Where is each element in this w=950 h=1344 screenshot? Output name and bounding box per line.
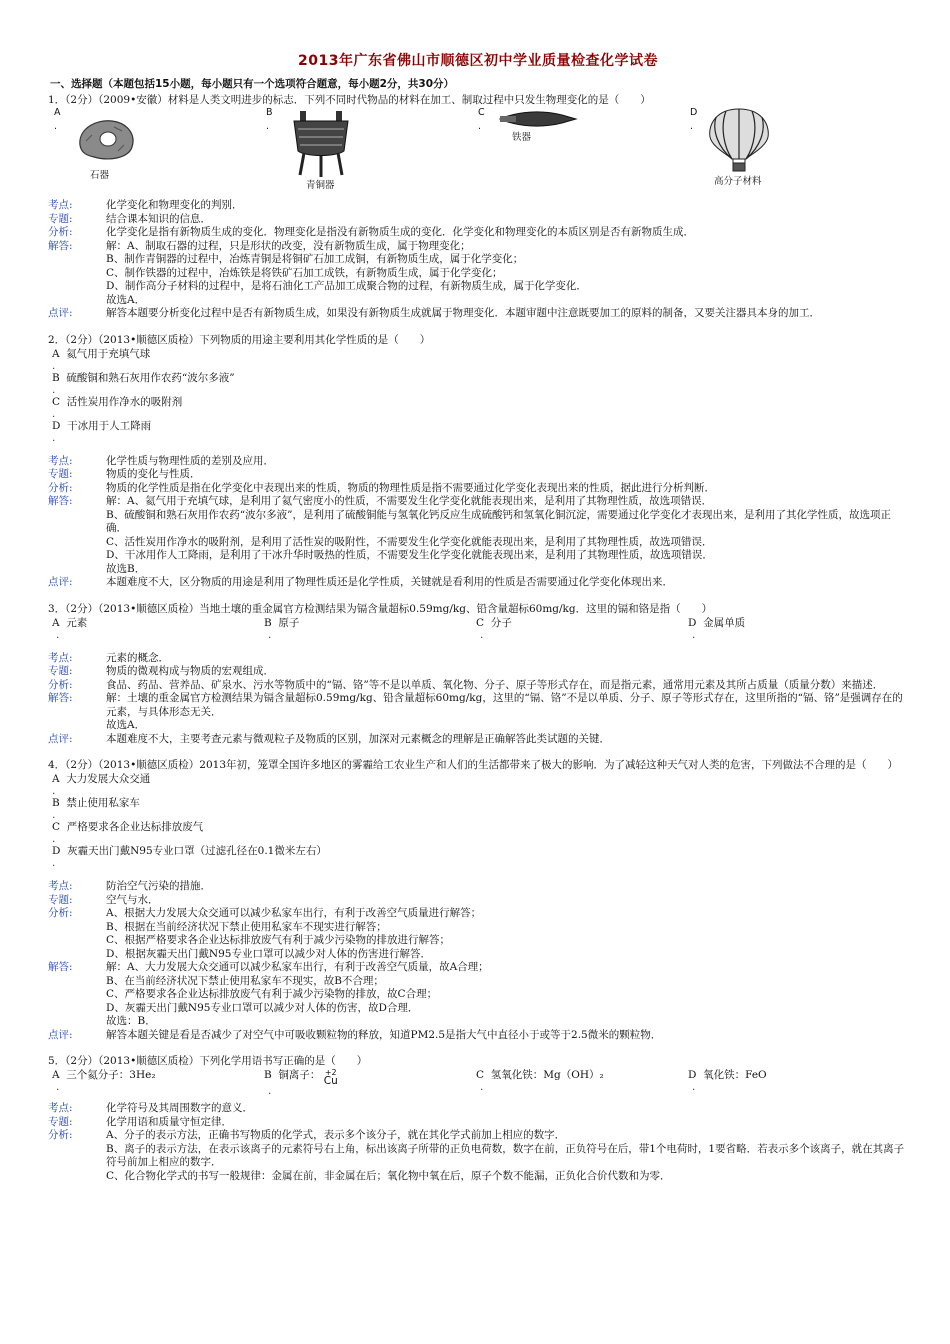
option-pictures: A . 石器 B . 青铜器 C . 铁器 D . 高分子材料 [48,107,908,187]
page-title: 2013年广东省佛山市顺德区初中学业质量检查化学试卷 [298,53,658,69]
question-stem: 2．（2分）（2013•顺德区质检）下列物质的用途主要利用其化学性质的是（ ） [48,333,431,346]
option-letter: D [690,107,698,118]
options: A 三个氦分子：3He₂ . B 铜离子： +2 Cu . C 氢氧化铁：Mg（OH）₂ . D 氧化铁：FeO . [52,1068,767,1097]
option-letter: C [478,107,485,118]
question-2: 2．（2分）（2013•顺德区质检）下列物质的用途主要利用其化学性质的是（ ） A 氦气用于充填气球 . B 硫酸铜和熟石灰用作农药“波尔多液” . C 活性炭用作净水的吸附剂 . D 干冰用于人工降雨 . 考点: 化学性质与物理性质的差别及应用． 专题: 物质的变化与性质． 分析: 物质的化学性质是指在化学变化中表现出来的性质，物质的物理性质是指不需要通过化学变化表现出来的性质，据此进行分析判断． 解答: 解：A、氦气用于充填气球，是利用了氦气密度小的性质，不需要发生化学变化就能表现出来，是利用了其物理性质，故选项错误． B、硫酸铜和熟石灰用作农药“波尔多液”，是利用了硫酸铜能与氢氧化钙反应生成硫酸钙和氢氧化铜沉淀，需要通过化学变化才表现出来，是利用了其化学性质，故选项正确． C、活性炭用作净水的吸附剂，是利用了活性炭的吸附性，不需要发生化学变化就能表现出来，是利用了其物理性质，故选项错误． D、干冰用作人工降雨，是利用了干冰升华时吸热的性质，不需要发生化学变化就能表现出来，是利用了其物理性质，故选项错误． 故选B． 点评: 本题难度不大，区分物质的用途是利用了物理性质还是化学性质，关键就是看利用的性质是否需要通过化学变化体现出来． [48,333,908,590]
option-letter: B [266,107,273,118]
hot-air-balloon-image [704,107,774,173]
option-d: D 干冰用于人工降雨 [52,419,152,432]
options: A 元素 . B 原子 . C 分子 . D 金属单质 . [52,616,746,641]
question-4: 4．（2分）（2013•顺德区质检）2013年初，笼罩全国许多地区的雾霾给工农业生产和人们的生活都带来了极大的影响．为了减轻这种天气对人类的危害，下列做法不合理的是（ ） A 大力发展大众交通 . B 禁止使用私家车 . C 严格要求各企业达标排放废气 . D 灰霾天出门戴N95专业口罩（过滤孔径在0.1微米左右） . 考点: 防治空气污染的措施． 专题: 空气与水． 分析: A、根据大力发展大众交通可以减少私家车出行，有利于改善空气质量进行解答； B、根据在当前经济状况下禁止使用私家车不现实进行解答； C、根据严格要求各企业达标排放废气有利于减少污染物的排放进行解答； D、根据灰霾天出门戴N95专业口罩可以减少对人体的伤害进行解答． 解答: 解：A、大力发展大众交通可以减少私家车出行，有利于改善空气质量，故A合理； B、在当前经济状况下禁止使用私家车不现实，故B不合理； C、严格要求各企业达标排放废气有利于减少污染物的排放，故C合理； D、灰霾天出门戴N95专业口罩可以减少对人体的伤害，故D合理． 故选：B． 点评: 解答本题关键是看是否减少了对空气中可吸收颗粒物的释放，知道PM2.5是指大气中直径小于或等于2.5微米的颗粒物． [48,758,908,1042]
option-label: 铁器 [512,132,532,143]
question-1 [48,93,908,321]
question-stem: 4．（2分）（2013•顺德区质检）2013年初，笼罩全国许多地区的雾霾给工农业生产和人们的生活都带来了极大的影响．为了减轻这种天气对人类的危害，下列做法不合理的是（ ） [48,759,898,771]
option-b: B 禁止使用私家车 [52,797,140,809]
exam-page [48,50,908,1183]
answer-analysis: 考点: 化学性质与物理性质的差别及应用． 专题: 物质的变化与性质． 分析: 物质的化学性质是指在化学变化中表现出来的性质，物质的物理性质是指不需要通过化学变化表现出来的性质，据此进行分析判断． 解答: 解：A、氦气用于充填气球，是利用了氦气密度小的性质，不需要发生化学变化就能表现出来，是利用了其物理性质，故选项错误． B、硫酸铜和熟石灰用作农药“波尔多液”，是利用了硫酸铜能与氢氧化钙反应生成硫酸钙和氢氧化铜沉淀，需要通过化学变化才表现出来，是利用了其化学性质，故选项正确． C、活性炭用作净水的吸附剂，是利用了活性炭的吸附性，不需要发生化学变化就能表现出来，是利用了其物理性质，故选项错误． D、干冰用作人工降雨，是利用了干冰升华时吸热的性质，不需要发生化学变化就能表现出来，是利用了其物理性质，故选项错误． 故选B． 点评: 本题难度不大，区分物质的用途是利用了物理性质还是化学性质，关键就是看利用的性质是否需要通过化学变化体现出来． [48,454,891,588]
answer-analysis: 考点: 化学符号及其周围数字的意义． 专题: 化学用语和质量守恒定律． 分析: A、分子的表示方法，正确书写物质的化学式，表示多个该分子，就在其化学式前加上相应的数字． B、离子的表示方法，在表示该离子的元素符号右上角，标出该离子所带的正负电荷数，数字在前，正负符号在后，带1个电荷时，1要省略．若表示多个该离子，就在其离子符号前加上相应的数字． C、化合物化学式的书写一般规律：金属在前，非金属在后；氧化物中氧在后，原子个数不能漏，正负化合价代数和为零． [48,1102,905,1182]
bronze-vessel-image [286,109,356,179]
option-letter: A [54,107,61,118]
question-stem: 3．（2分）（2013•顺德区质检）当地土壤的重金属官方检测结果为镉含量超标0.59mg/kg、铅含量超标60mg/kg．这里的镉和铬是指（ ） [48,602,713,615]
option-a: A 大力发展大众交通 [52,773,151,785]
question-3 [48,602,908,747]
section-heading: 一、选择题（本题包括15小题，每小题只有一个选项符合题意，每小题2分，共30分） [50,78,455,90]
option-b: B 硫酸铜和熟石灰用作农药“波尔多液” [52,371,235,384]
option-label: 青铜器 [306,180,335,191]
option-d: D 灰霾天出门戴N95专业口罩（过滤孔径在0.1微米左右） [52,845,327,857]
option-label: 高分子材料 [714,176,762,187]
option-c: C 严格要求各企业达标排放废气 [52,821,204,833]
question-5 [48,1054,908,1183]
option-label: 石器 [90,170,110,181]
option-a: A 氦气用于充填气球 [52,347,151,360]
question-stem: 1．（2分）（2009•安徽）材料是人类文明进步的标志．下列不同时代物品的材料在加工、制取过程中只发生物理变化的是（ ） [48,94,651,106]
answer-analysis: 考点: 防治空气污染的措施． 专题: 空气与水． 分析: A、根据大力发展大众交通可以减少私家车出行，有利于改善空气质量进行解答； B、根据在当前经济状况下禁止使用私家车不现实进行解答； C、根据严格要求各企业达标排放废气有利于减少污染物的排放进行解答； D、根据灰霾天出门戴N95专业口罩可以减少对人体的伤害进行解答． 解答: 解：A、大力发展大众交通可以减少私家车出行，有利于改善空气质量，故A合理； B、在当前经济状况下禁止使用私家车不现实，故B不合理； C、严格要求各企业达标排放废气有利于减少污染物的排放，故C合理； D、灰霾天出门戴N95专业口罩可以减少对人体的伤害，故D合理． 故选：B． 点评: 解答本题关键是看是否减少了对空气中可吸收颗粒物的释放，知道PM2.5是指大气中直径小于或等于2.5微米的颗粒物． [48,880,662,1041]
answer-analysis: 考点: 化学变化和物理变化的判别． 专题: 结合课本知识的信息． 分析: 化学变化是指有新物质生成的变化．物理变化是指没有新物质生成的变化．化学变化和物理变化的本质区别是否有新物质生成． 解答: 解：A、制取石器的过程，只是形状的改变，没有新物质生成，属于物理变化； B、制作青铜器的过程中，冶炼青铜是将铜矿石加工成铜，有新物质生成，属于化学变化； C、制作铁器的过程中，冶炼铁是将铁矿石加工成铁，有新物质生成，属于化学变化； D、制作高分子材料的过程中，是将石油化工产品加工成聚合物的过程，有新物质生成，属于化学变化． 故选A． 点评: 解答本题要分析变化过程中是否有新物质生成，如果没有新物质生成就属于物理变化．本题审题中注意既要加工的原料的制备，又要关注器具本身的加工． [48,199,820,319]
question-stem: 5．（2分）（2013•顺德区质检）下列化学用语书写正确的是（ ） [48,1055,368,1067]
answer-analysis: 考点: 元素的概念． 专题: 物质的微观构成与物质的宏观组成． 分析: 食品、药品、营养品、矿泉水、污水等物质中的“镉、铬”等不是以单质、氧化物、分子、原子等形式存在，而是指元素，通常用元素及其所占质量（质量分数）来描述． 解答: 解：土壤的重金属官方检测结果为镉含量超标0.59mg/kg、铅含量超标60mg/kg，这里的“镉、铬”不是以单质、分子、原子等形式存在，这里所指的“镉、铬”是强调存在的元素，与具体形态无关． 故选A． 点评: 本题难度不大，主要考查元素与微观粒子及物质的区别，加深对元素概念的理解是正确解答此类试题的关键． [48,651,903,745]
option-c: C 活性炭用作净水的吸附剂 [52,395,183,408]
iron-tool-image [498,107,578,131]
stone-tool-image [74,115,138,163]
